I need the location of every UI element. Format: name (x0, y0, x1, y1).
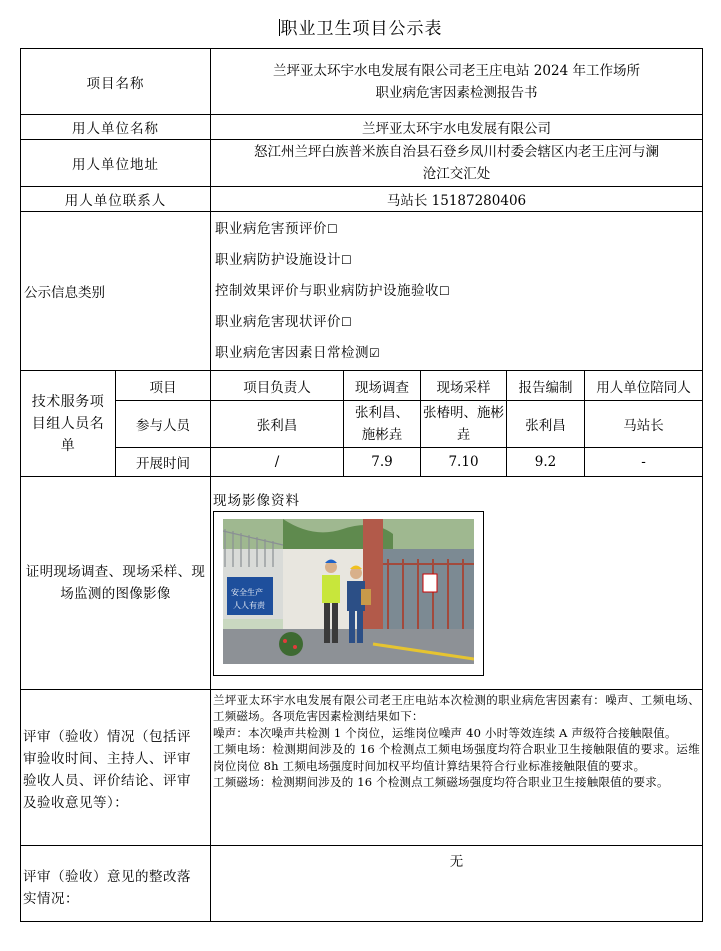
row-team-header (21, 371, 703, 401)
page-title (0, 14, 721, 39)
address-label: 用人单位地址 (21, 140, 211, 187)
evidence-cell (211, 477, 703, 690)
project-name-value (211, 49, 703, 115)
notice-table (20, 48, 703, 922)
option-pre-assessment[interactable]: 职业病危害预评价☐ (215, 220, 339, 237)
evidence-label: 证明现场调查、现场采样、现场监测的图像影像 (21, 477, 211, 690)
team-header-item: 项目 (116, 371, 211, 401)
row-participants (21, 401, 703, 448)
review-paragraph: 工频电场：检测期间涉及的 16 个检测点工频电场强度均符合职业卫生接触限值的要求。运维岗位岗位 8h 工频电场强度时间加权平均值计算结果符合行业标准接触限值的要求。 (213, 742, 700, 773)
participants-label: 参与人员 (116, 401, 211, 448)
participant-survey: 张利昌、 施彬垚 (344, 401, 421, 448)
address-line2: 沧江交汇处 (422, 166, 491, 182)
row-address (21, 140, 703, 187)
row-employer (21, 115, 703, 140)
time-sampling: 7.10 (421, 448, 507, 477)
rectify-value: 无 (211, 846, 703, 922)
team-header-escort: 用人单位陪同人 (585, 371, 703, 401)
time-label: 开展时间 (116, 448, 211, 477)
site-photo[interactable] (213, 511, 484, 676)
row-rectify (21, 846, 703, 922)
checkbox-icon[interactable]: ☐ (341, 314, 353, 329)
project-name-label: 项目名称 (21, 49, 211, 115)
address-value (211, 140, 703, 187)
time-escort: - (585, 448, 703, 477)
review-paragraph: 兰坪亚太环宇水电发展有限公司老王庄电站本次检测的职业病危害因素有：噪声、工频电场、工频磁场。各项危害因素检测结果如下： (213, 693, 700, 724)
category-options (211, 212, 703, 371)
option-daily-detection[interactable]: 职业病危害因素日常检测☑ (215, 344, 381, 361)
checkbox-icon[interactable]: ☐ (341, 252, 353, 267)
photo-sign-line2: 人人有责 (233, 601, 265, 610)
review-paragraph: 噪声：本次噪声共检测 1 个岗位，运维岗位噪声 40 小时等效连续 A 声级符合接触限值。 (213, 725, 677, 740)
row-time (21, 448, 703, 477)
category-label: 公示信息类别 (21, 212, 211, 371)
employer-label: 用人单位名称 (21, 115, 211, 140)
photo-sign-line1: 安全生产 (231, 588, 263, 597)
contact-label: 用人单位联系人 (21, 187, 211, 212)
checkbox-icon[interactable]: ☐ (327, 221, 339, 236)
row-contact (21, 187, 703, 212)
participant-escort: 马站长 (585, 401, 703, 448)
team-header-sampling: 现场采样 (421, 371, 507, 401)
address-line1: 怒江州兰坪白族普米族自治县石登乡凤川村委会辖区内老王庄河与澜 (254, 144, 659, 160)
team-header-report: 报告编制 (507, 371, 585, 401)
photo-caption: 现场影像资料 (213, 493, 300, 509)
checkbox-checked-icon[interactable]: ☑ (369, 345, 381, 360)
row-project-name (21, 49, 703, 115)
time-survey: 7.9 (344, 448, 421, 477)
row-evidence (21, 477, 703, 690)
time-report: 9.2 (507, 448, 585, 477)
page-title-text: 职业卫生项目公示表 (280, 19, 443, 39)
option-control-effect[interactable]: 控制效果评价与职业病防护设施验收☐ (215, 282, 451, 299)
participant-sampling: 张椿明、施彬 垚 (421, 401, 507, 448)
project-name-line1: 兰坪亚太环宇水电发展有限公司老王庄电站 2024 年工作场所 (273, 62, 640, 79)
team-header-lead: 项目负责人 (211, 371, 344, 401)
site-photo-image (223, 519, 474, 664)
participant-lead: 张利昌 (211, 401, 344, 448)
employer-value: 兰坪亚太环宇水电发展有限公司 (211, 115, 703, 140)
project-name-line2: 职业病危害因素检测报告书 (375, 84, 538, 101)
rectify-label: 评审（验收）意见的整改落 实情况： (21, 846, 211, 922)
option-status-assessment[interactable]: 职业病危害现状评价☐ (215, 313, 353, 330)
option-protection-design[interactable]: 职业病防护设施设计☐ (215, 251, 353, 268)
contact-value: 马站长 15187280406 (211, 187, 703, 212)
text-cursor (279, 19, 280, 36)
review-label: 评审（验收）情况（包括评 审验收时间、主持人、评审 验收人员、评价结论、评审 及验收意见等）： (21, 690, 211, 846)
checkbox-icon[interactable]: ☐ (439, 283, 451, 298)
team-label: 技术服务项 目组人员名 单 (21, 371, 116, 477)
time-lead: / (211, 448, 344, 477)
participant-report: 张利昌 (507, 401, 585, 448)
row-review (21, 690, 703, 846)
row-category (21, 212, 703, 371)
team-header-survey: 现场调查 (344, 371, 421, 401)
review-paragraph: 工频磁场：检测期间涉及的 16 个检测点工频磁场强度均符合职业卫生接触限值的要求。 (213, 775, 669, 790)
review-content (211, 690, 703, 846)
